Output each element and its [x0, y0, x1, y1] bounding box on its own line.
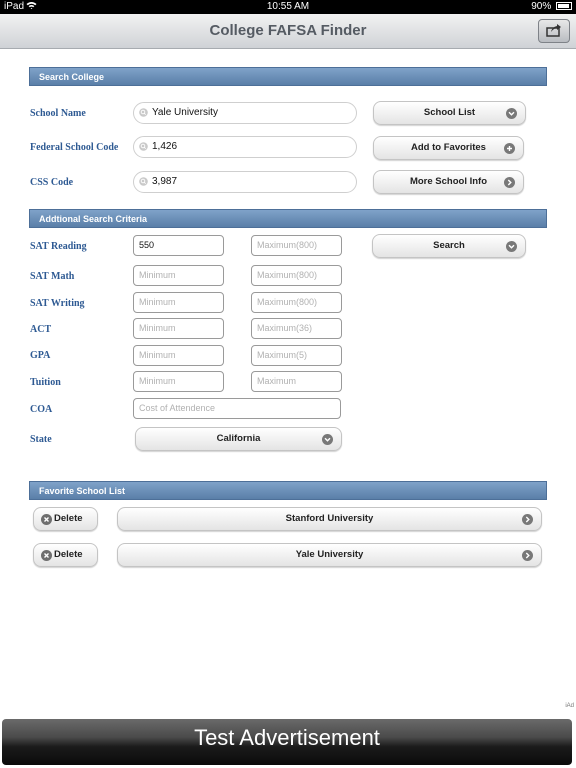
- sat-reading-min-input[interactable]: 550: [133, 235, 224, 256]
- clock: 10:55 AM: [266, 1, 310, 12]
- school-name-input[interactable]: [133, 102, 357, 124]
- chevron-down-icon: [506, 108, 517, 119]
- federal-code-value: 1,426: [152, 141, 178, 152]
- favorites-header: Favorite School List: [29, 481, 547, 500]
- battery-percent: 90%: [531, 1, 552, 12]
- delete-favorite-button[interactable]: [33, 507, 98, 531]
- more-info-label: More School Info: [409, 176, 488, 187]
- delete-favorite-button[interactable]: [33, 543, 98, 567]
- iad-tag: iAd: [565, 703, 574, 709]
- search-icon: [139, 108, 148, 117]
- more-school-info-button[interactable]: [373, 170, 524, 194]
- search-college-header: Search College: [29, 67, 547, 86]
- gpa-min-input[interactable]: Minimum: [133, 345, 224, 366]
- state-label: State: [30, 434, 52, 445]
- coa-label: COA: [30, 404, 53, 415]
- gpa-label: GPA: [30, 350, 51, 361]
- coa-input[interactable]: Cost of Attendence: [133, 398, 341, 419]
- state-select[interactable]: [135, 427, 342, 451]
- tuition-min-input[interactable]: Minimum: [133, 371, 224, 392]
- delete-label: Delete: [54, 513, 83, 524]
- chevron-down-icon: [506, 241, 517, 252]
- chevron-right-icon: [522, 514, 533, 525]
- share-button[interactable]: [538, 19, 570, 43]
- favorite-school-name: Yale University: [295, 549, 364, 560]
- close-icon: [41, 550, 52, 561]
- sat-writing-label: SAT Writing: [30, 298, 85, 309]
- nav-bar: [0, 14, 576, 49]
- school-list-label: School List: [423, 107, 476, 118]
- sat-math-label: SAT Math: [30, 271, 75, 282]
- state-value: California: [216, 433, 261, 444]
- sat-writing-max-input[interactable]: Maximum(800): [251, 292, 342, 313]
- search-label: Search: [433, 240, 465, 251]
- favorite-item[interactable]: [117, 543, 542, 567]
- search-icon: [139, 142, 148, 151]
- gpa-max-input[interactable]: Maximum(5): [251, 345, 342, 366]
- sat-math-max-input[interactable]: Maximum(800): [251, 265, 342, 286]
- favorite-school-name: Stanford University: [285, 513, 374, 524]
- css-code-value: 3,987: [152, 176, 178, 187]
- css-code-label: CSS Code: [30, 177, 74, 188]
- act-min-input[interactable]: Minimum: [133, 318, 224, 339]
- additional-criteria-header: Addtional Search Criteria: [29, 209, 547, 228]
- device-name: iPad: [4, 1, 25, 12]
- plus-icon: [504, 143, 515, 154]
- sat-reading-max-input[interactable]: Maximum(800): [251, 235, 342, 256]
- sat-writing-min-input[interactable]: Minimum: [133, 292, 224, 313]
- add-favorites-label: Add to Favorites: [411, 142, 486, 153]
- sat-reading-label: SAT Reading: [30, 241, 87, 252]
- school-name-label: School Name: [30, 108, 86, 119]
- page-title: College FAFSA Finder: [209, 22, 367, 39]
- federal-code-input[interactable]: [133, 136, 357, 158]
- act-label: ACT: [30, 324, 52, 335]
- share-icon: [546, 23, 562, 37]
- delete-label: Delete: [54, 549, 83, 560]
- status-bar: [0, 0, 576, 14]
- chevron-right-icon: [522, 550, 533, 561]
- battery-status: [531, 0, 572, 14]
- school-name-value: Yale University: [152, 107, 218, 118]
- search-button[interactable]: [372, 234, 526, 258]
- chevron-down-icon: [322, 434, 333, 445]
- act-max-input[interactable]: Maximum(36): [251, 318, 342, 339]
- css-code-input[interactable]: [133, 171, 357, 193]
- sat-math-min-input[interactable]: Minimum: [133, 265, 224, 286]
- advertisement-banner[interactable]: Test Advertisement: [2, 719, 572, 765]
- chevron-right-icon: [504, 177, 515, 188]
- close-icon: [41, 514, 52, 525]
- tuition-max-input[interactable]: Maximum: [251, 371, 342, 392]
- battery-icon: [556, 2, 572, 10]
- favorite-item[interactable]: [117, 507, 542, 531]
- search-icon: [139, 177, 148, 186]
- add-to-favorites-button[interactable]: [373, 136, 524, 160]
- school-list-button[interactable]: [373, 101, 526, 125]
- federal-code-label: Federal School Code: [30, 142, 119, 153]
- tuition-label: Tuition: [30, 377, 61, 388]
